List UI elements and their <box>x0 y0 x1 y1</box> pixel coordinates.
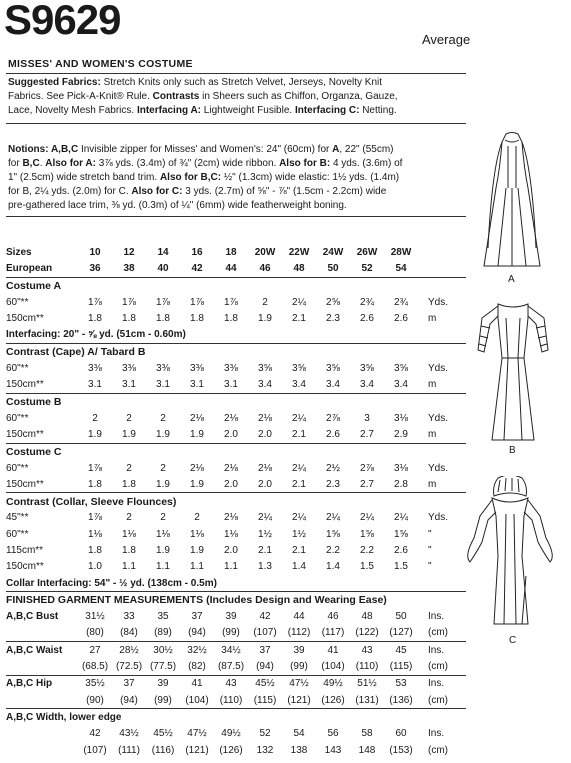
table-cell: (104) <box>316 658 350 675</box>
table-cell: 2⅛ <box>258 462 272 474</box>
measurement-row <box>6 675 466 692</box>
notions: Notions: A,B,C Invisible zipper for Misses' and Women's: 24" (60cm) for A, 22" (55cm) for B,C. Also for A: 3⅞ yds. (3.4m) of ¾" (2cm) wide ribbon. Also for B: 4 yds. (3.6m) of 1" (2.5cm) wide stretch band trim. Also for B,C: ½" (1.3cm) wide elastic: 1½ yds. (1.4m) for B, 2¼ yds. (2.0m) for C. Also for C: 3 yds. (2.7m) of ⅝" - ⅞" (1.5cm - 2.2cm) wide pre-gathered lace trim, ⅜ yd. (0.3m) of ¼" (6mm) wide featherweight boning. <box>8 144 403 211</box>
table-cell: 1.9 <box>258 312 272 324</box>
table-cell: 150cm** <box>6 476 78 493</box>
table-cell: 3.4 <box>282 376 316 393</box>
table-cell: 1⅞ <box>224 296 238 308</box>
table-cell: 1.1 <box>224 561 238 573</box>
table-cell: (80) <box>78 625 112 642</box>
table-cell: 2.6 <box>394 544 408 556</box>
table-cell: 1⅛ <box>190 528 204 540</box>
section-title-row <box>6 493 466 510</box>
table-cell: Ins. <box>428 728 445 740</box>
table-cell: FINISHED GARMENT MEASUREMENTS (Includes Design and Wearing Ease) <box>6 594 387 607</box>
table-cell: 3⅝ <box>258 362 272 374</box>
table-cell: 1.8 <box>224 312 238 324</box>
yardage-row <box>6 476 466 493</box>
table-cell: Yds. <box>428 512 449 524</box>
table-cell: 2⅛ <box>224 512 238 524</box>
table-cell: 2.8 <box>384 476 418 493</box>
yardage-row <box>6 294 466 310</box>
table-cell: 60"** <box>6 296 29 308</box>
yardage-row <box>6 460 466 476</box>
note-row <box>6 326 466 343</box>
table-cell: 115cm** <box>6 544 44 556</box>
table-cell: 3.1 <box>180 376 214 393</box>
table-cell: 2.6 <box>360 312 374 324</box>
table-cell: (cm) <box>418 658 466 675</box>
table-cell: Costume A <box>6 279 62 292</box>
table-cell: 41 <box>191 678 203 690</box>
measurement-row <box>6 692 466 709</box>
table-cell: (107) <box>83 744 107 756</box>
yardage-chart <box>6 244 466 758</box>
table-cell: 132 <box>256 744 274 756</box>
table-cell: 1.5 <box>360 561 374 573</box>
table-cell: 1⅞ <box>88 512 102 524</box>
note-row <box>6 575 466 592</box>
table-cell: 60"** <box>6 362 29 374</box>
table-cell: 1.8 <box>88 312 102 324</box>
table-cell: 148 <box>358 744 376 756</box>
table-cell: 1⅛ <box>88 528 102 540</box>
table-cell: 2.2 <box>326 544 340 556</box>
table-cell: 2⅛ <box>190 412 204 424</box>
table-cell: 3⅛ <box>394 412 408 424</box>
table-cell: (117) <box>316 625 350 642</box>
table-cell: 47½ <box>289 678 309 690</box>
table-cell: 39 <box>225 611 237 623</box>
table-cell: 2 <box>160 512 166 524</box>
table-cell: 2.0 <box>224 544 238 556</box>
table-cell: 50 <box>395 611 407 623</box>
table-cell: 2⅛ <box>224 412 238 424</box>
table-cell <box>6 658 78 675</box>
table-cell: Costume C <box>6 445 62 458</box>
table-cell: 1.4 <box>326 561 340 573</box>
table-cell: 3⅜ <box>88 362 102 374</box>
table-cell: 2¼ <box>292 412 306 424</box>
table-cell: 34½ <box>221 644 241 656</box>
table-cell: 47½ <box>187 728 207 740</box>
table-cell: (153) <box>389 744 413 756</box>
table-cell: 2⅛ <box>258 412 272 424</box>
european-row: European 36 38 40 42 44 46 48 50 52 54 <box>6 260 466 277</box>
table-cell: (90) <box>78 692 112 709</box>
table-cell: 1.1 <box>190 561 204 573</box>
table-cell: 150cm** <box>6 561 44 573</box>
table-cell: 3.4 <box>316 376 350 393</box>
measurement-row <box>6 742 466 758</box>
table-cell: 3⅜ <box>190 362 204 374</box>
table-cell: Yds. <box>428 362 449 374</box>
table-cell: 2.6 <box>316 426 350 443</box>
table-cell: 52 <box>259 728 271 740</box>
table-cell: A,B,C Hip <box>6 678 53 690</box>
table-cell: 60"** <box>6 462 29 474</box>
table-cell: 1.8 <box>88 544 102 556</box>
table-cell: 2⅛ <box>224 462 238 474</box>
table-cell: 2.7 <box>350 476 384 493</box>
table-cell: 2 <box>126 512 132 524</box>
figure-label-a: A <box>508 274 515 285</box>
table-cell: Ins. <box>428 644 445 656</box>
table-cell: 150cm** <box>6 312 44 324</box>
table-cell: 2⅛ <box>190 462 204 474</box>
table-cell: 2.1 <box>292 312 306 324</box>
suggested-fabrics: Suggested Fabrics: Stretch Knits only such as Stretch Velvet, Jerseys, Novelty Knit Fabrics. See Pick-A-Knit® Rule. Contrasts in Sheers such as Chiffon, Organza, Gauze, Lace, Novelty Mesh Fabrics. Interfacing A: Lightweight Fusible. Interfacing C: Netting. <box>8 77 398 116</box>
table-cell: (99) <box>146 692 180 709</box>
table-cell: 2 <box>194 512 200 524</box>
table-cell: 3⅛ <box>394 462 408 474</box>
table-cell: 3.1 <box>112 376 146 393</box>
table-cell: (cm) <box>418 692 466 709</box>
table-cell: 2¼ <box>326 512 340 524</box>
table-cell: 37 <box>191 611 203 623</box>
table-cell: 1.9 <box>180 476 214 493</box>
table-cell: (94) <box>112 692 146 709</box>
table-cell: m <box>428 312 437 324</box>
table-cell: 2¼ <box>292 296 306 308</box>
table-cell: 3⅝ <box>326 362 340 374</box>
table-cell: 43½ <box>119 728 139 740</box>
table-cell: 1⅞ <box>190 296 204 308</box>
pattern-title: MISSES' AND WOMEN'S COSTUME <box>8 58 193 70</box>
table-cell: 28½ <box>119 644 139 656</box>
measurement-row <box>6 726 466 742</box>
table-cell: 1.5 <box>394 561 408 573</box>
table-cell: 1½ <box>258 528 272 540</box>
table-cell: (116) <box>151 744 175 756</box>
table-cell: 1.8 <box>122 312 136 324</box>
table-cell: 2.7 <box>350 426 384 443</box>
table-cell <box>6 625 78 642</box>
table-cell: (110) <box>350 658 384 675</box>
table-cell: Collar Interfacing: 54" - ½ yd. (138cm - 0.5m) <box>6 575 466 592</box>
sketch-b-icon <box>476 298 550 448</box>
table-cell: 3⅜ <box>156 362 170 374</box>
table-cell: 2⅞ <box>326 412 340 424</box>
finished-title-row <box>6 592 466 609</box>
section-title-row <box>6 343 466 360</box>
table-cell: 1.1 <box>156 561 170 573</box>
section-title-row <box>6 443 466 460</box>
table-cell: 1.8 <box>190 312 204 324</box>
table-cell: 2¼ <box>258 512 272 524</box>
table-cell: Interfacing: 20" - ⅝ yd. (51cm - 0.60m) <box>6 326 466 343</box>
table-cell: 3⅜ <box>122 362 136 374</box>
sketch-c-icon <box>462 476 558 636</box>
table-cell: 56 <box>327 728 339 740</box>
table-cell: (121) <box>282 692 316 709</box>
table-cell: 1.4 <box>292 561 306 573</box>
table-cell: 3⅝ <box>292 362 306 374</box>
table-cell: (112) <box>282 625 316 642</box>
yardage-row <box>6 426 466 443</box>
table-cell: Yds. <box>428 462 449 474</box>
table-cell: 2.1 <box>282 476 316 493</box>
table-cell <box>6 742 78 758</box>
table-cell: Costume B <box>6 395 62 408</box>
table-cell: m <box>418 476 466 493</box>
table-cell: 1.3 <box>258 561 272 573</box>
table-cell: 1⅛ <box>224 528 238 540</box>
table-cell: 30½ <box>153 644 173 656</box>
table-cell: (107) <box>248 625 282 642</box>
figure-label-c: C <box>509 635 517 646</box>
table-cell: 143 <box>324 744 342 756</box>
table-cell: (99) <box>214 625 248 642</box>
table-cell: 39 <box>293 644 305 656</box>
table-cell: 45½ <box>255 678 275 690</box>
yardage-row <box>6 410 466 426</box>
table-cell: (77.5) <box>146 658 180 675</box>
table-cell: 43 <box>361 644 373 656</box>
table-cell: (127) <box>384 625 418 642</box>
yardage-row <box>6 376 466 393</box>
table-cell: (94) <box>180 625 214 642</box>
table-cell: 1.9 <box>112 426 146 443</box>
table-cell: 1.9 <box>146 426 180 443</box>
table-cell: 44 <box>293 611 305 623</box>
table-cell: 45"** <box>6 512 29 524</box>
table-cell: 2⅞ <box>360 462 374 474</box>
table-cell: 31½ <box>85 611 105 623</box>
table-cell: 3⅝ <box>394 362 408 374</box>
table-cell: 2¼ <box>292 512 306 524</box>
measurement-row <box>6 658 466 675</box>
table-cell: 2½ <box>326 462 340 474</box>
divider <box>6 73 466 74</box>
table-cell <box>6 692 78 709</box>
table-cell: 49½ <box>323 678 343 690</box>
table-cell: 1.1 <box>122 561 136 573</box>
table-cell: (89) <box>146 625 180 642</box>
table-cell: 150cm** <box>6 426 78 443</box>
table-cell: " <box>428 544 432 556</box>
sketch-a-icon <box>478 128 546 278</box>
divider <box>6 123 466 124</box>
skill-level: Average <box>422 32 471 47</box>
table-cell: 58 <box>361 728 373 740</box>
table-cell: 1.8 <box>112 476 146 493</box>
yardage-row <box>6 559 466 575</box>
table-cell: Contrast (Collar, Sleeve Flounces) <box>6 495 177 508</box>
table-cell: 2.3 <box>316 476 350 493</box>
table-cell: 1.8 <box>78 476 112 493</box>
table-cell: 1.8 <box>156 312 170 324</box>
table-cell: 2.2 <box>360 544 374 556</box>
table-cell: (87.5) <box>214 658 248 675</box>
table-cell: 51½ <box>357 678 377 690</box>
table-cell: 1⅛ <box>156 528 170 540</box>
table-cell: (136) <box>384 692 418 709</box>
table-cell: Ins. <box>428 611 445 623</box>
table-cell: 3⅝ <box>360 362 374 374</box>
table-cell: (121) <box>185 744 209 756</box>
table-cell: 3.1 <box>78 376 112 393</box>
table-cell: (72.5) <box>112 658 146 675</box>
pattern-number: S9629 <box>4 0 121 43</box>
table-cell: m <box>418 426 466 443</box>
table-cell: 2.1 <box>292 544 306 556</box>
table-cell: (104) <box>180 692 214 709</box>
section-title-row <box>6 393 466 410</box>
table-cell: 2.9 <box>384 426 418 443</box>
table-cell: (115) <box>384 658 418 675</box>
measurement-row <box>6 609 466 625</box>
table-cell: 60"** <box>6 528 29 540</box>
table-cell: (cm) <box>418 625 466 642</box>
table-cell: 1⅞ <box>88 296 102 308</box>
table-cell: Yds. <box>428 296 449 308</box>
table-cell: 43 <box>225 678 237 690</box>
yardage-row <box>6 526 466 542</box>
table-cell: 1⅞ <box>156 296 170 308</box>
table-cell: (cm) <box>428 744 448 756</box>
table-cell: (131) <box>350 692 384 709</box>
table-cell: 1.0 <box>88 561 102 573</box>
table-cell: 138 <box>290 744 308 756</box>
table-cell: 53 <box>395 678 407 690</box>
table-cell: 32½ <box>187 644 207 656</box>
table-cell: (126) <box>219 744 243 756</box>
table-cell: (82) <box>180 658 214 675</box>
table-cell: A,B,C Waist <box>6 644 63 656</box>
table-cell: 2⅝ <box>326 296 340 308</box>
yardage-row <box>6 510 466 526</box>
table-cell: 39 <box>157 678 169 690</box>
table-cell: 3⅜ <box>224 362 238 374</box>
table-cell: " <box>428 528 432 540</box>
table-cell: 45 <box>395 644 407 656</box>
table-cell: 1.9 <box>180 426 214 443</box>
table-cell: 35 <box>157 611 169 623</box>
table-cell: 2.0 <box>214 476 248 493</box>
table-cell: 1.9 <box>78 426 112 443</box>
table-cell: " <box>428 561 432 573</box>
table-cell: 54 <box>293 728 305 740</box>
table-cell: 2¼ <box>360 512 374 524</box>
table-cell: 2 <box>262 296 268 308</box>
table-cell: 2 <box>92 412 98 424</box>
table-cell: 2¾ <box>360 296 374 308</box>
table-cell: 1⅝ <box>326 528 340 540</box>
figure-label-b: B <box>509 445 516 456</box>
table-cell: 33 <box>123 611 135 623</box>
table-cell: 42 <box>259 611 271 623</box>
table-cell: 3.4 <box>350 376 384 393</box>
table-cell: 1⅞ <box>88 462 102 474</box>
divider <box>6 216 466 217</box>
table-cell: Yds. <box>428 412 449 424</box>
table-cell: 150cm** <box>6 376 78 393</box>
table-cell: (94) <box>248 658 282 675</box>
table-cell: 1.9 <box>190 544 204 556</box>
sizes-row: Sizes 10 12 14 16 18 20W 22W 24W 26W 28W <box>6 246 412 258</box>
table-cell: 2.0 <box>248 476 282 493</box>
table-cell: 1½ <box>292 528 306 540</box>
table-cell: (126) <box>316 692 350 709</box>
table-cell: 2 <box>160 412 166 424</box>
yardage-row <box>6 310 466 326</box>
table-cell: 3.4 <box>248 376 282 393</box>
table-cell: 3.1 <box>146 376 180 393</box>
table-cell: A,B,C Width, lower edge <box>6 711 122 723</box>
table-cell: 2 <box>126 462 132 474</box>
table-cell: 2.3 <box>326 312 340 324</box>
table-cell: 1⅝ <box>360 528 374 540</box>
yardage-row <box>6 542 466 558</box>
table-cell: 2 <box>160 462 166 474</box>
table-cell: Contrast (Cape) A/ Tabard B <box>6 345 146 358</box>
table-cell: 2.0 <box>248 426 282 443</box>
measurement-row <box>6 625 466 642</box>
table-cell: 2.1 <box>282 426 316 443</box>
table-cell: Ins. <box>428 678 445 690</box>
table-cell: 35½ <box>85 678 105 690</box>
table-cell: A,B,C Bust <box>6 611 59 623</box>
table-cell: 2.1 <box>258 544 272 556</box>
table-cell: 1⅛ <box>122 528 136 540</box>
table-cell: 3.1 <box>214 376 248 393</box>
table-cell: 3.4 <box>384 376 418 393</box>
measurement-row <box>6 642 466 659</box>
table-cell: 46 <box>327 611 339 623</box>
table-cell: 2 <box>126 412 132 424</box>
table-cell: 42 <box>89 728 101 740</box>
table-cell: (115) <box>248 692 282 709</box>
section-title-row <box>6 277 466 294</box>
table-cell: 2.0 <box>214 426 248 443</box>
table-cell: 37 <box>123 678 135 690</box>
table-cell: 1⅞ <box>122 296 136 308</box>
table-cell: 1.9 <box>156 544 170 556</box>
table-cell: (111) <box>118 744 140 756</box>
table-cell: 1.9 <box>146 476 180 493</box>
table-cell: 49½ <box>221 728 241 740</box>
table-cell: m <box>418 376 466 393</box>
table-cell: 27 <box>89 644 101 656</box>
table-cell: 37 <box>259 644 271 656</box>
table-cell: 3 <box>364 412 370 424</box>
table-cell: 1.8 <box>122 544 136 556</box>
table-cell: 1⅝ <box>394 528 408 540</box>
yardage-row <box>6 360 466 376</box>
table-cell: 60"** <box>6 412 29 424</box>
table-cell: 48 <box>361 611 373 623</box>
table-cell: 2¾ <box>394 296 408 308</box>
table-cell: (68.5) <box>78 658 112 675</box>
table-cell: 2¼ <box>394 512 408 524</box>
table-cell: (99) <box>282 658 316 675</box>
table-cell: 41 <box>327 644 339 656</box>
table-cell: 60 <box>395 728 407 740</box>
table-cell: (110) <box>214 692 248 709</box>
table-cell: 2.6 <box>394 312 408 324</box>
table-cell: 2¼ <box>292 462 306 474</box>
table-cell <box>6 726 78 742</box>
width-label-row <box>6 709 466 726</box>
table-cell: 45½ <box>153 728 173 740</box>
table-cell: (84) <box>112 625 146 642</box>
table-cell: (122) <box>350 625 384 642</box>
